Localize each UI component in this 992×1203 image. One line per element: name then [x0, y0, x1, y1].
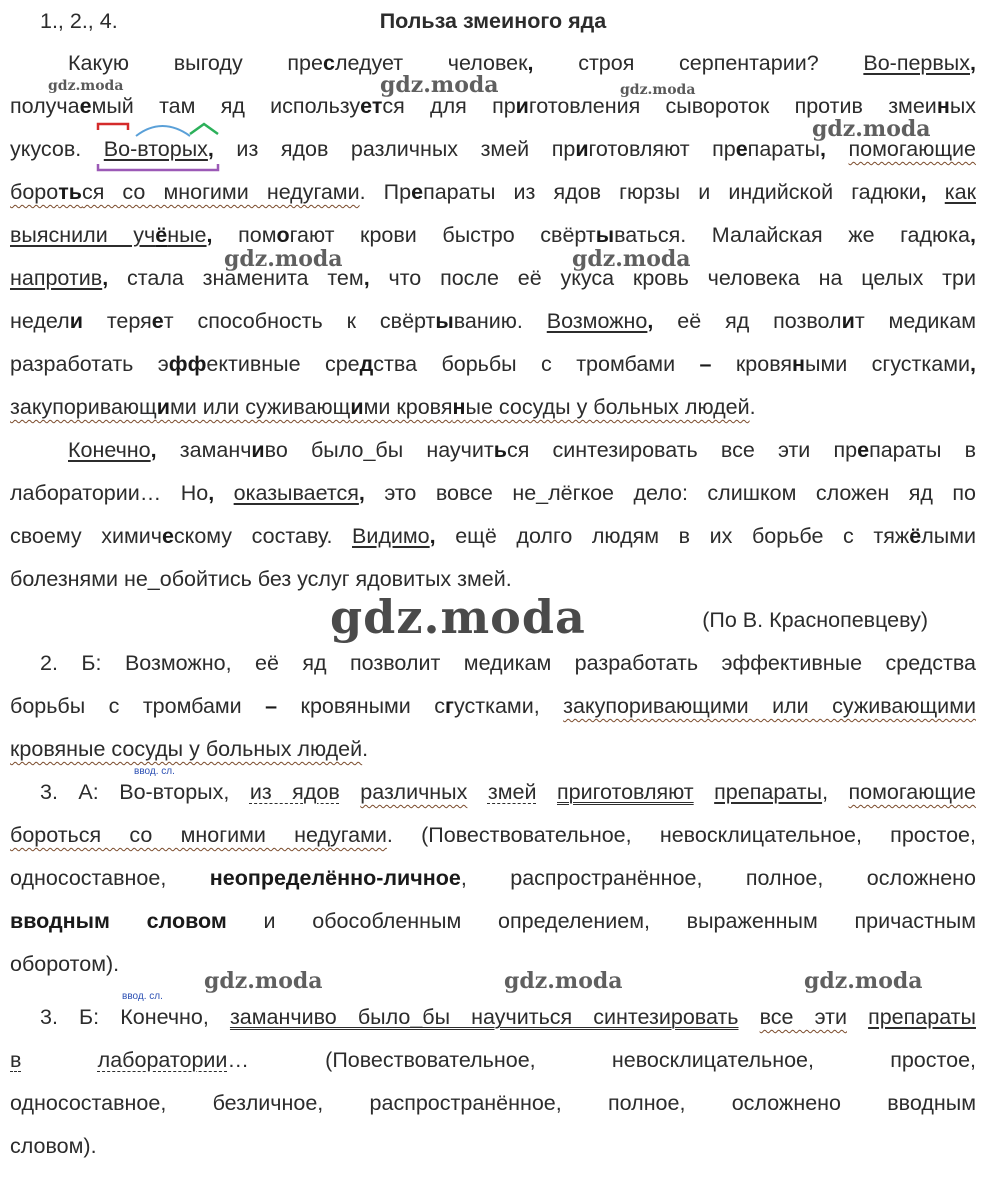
watermark: gdz.moda	[812, 116, 931, 142]
text-run: что после её укуса кровь человека на целых три	[369, 266, 976, 290]
text-run: её яд позвол	[653, 309, 842, 333]
text-run: препараты	[714, 780, 823, 804]
text-run: теря	[82, 309, 152, 333]
text-run	[739, 1005, 760, 1029]
text-run: ё	[155, 223, 168, 247]
text-run: г	[445, 694, 454, 718]
text-run: и	[841, 309, 855, 333]
text-run: н	[936, 94, 950, 118]
text-run: получа	[10, 94, 80, 118]
text-title: Польза змеиного яда	[379, 9, 607, 33]
text-run: и	[575, 137, 589, 161]
text-run: –	[265, 694, 278, 718]
text-run: бороться со многими недугами	[10, 823, 387, 847]
text-run: ,	[363, 266, 370, 290]
text-run: ваться. Малайская же гадюка	[614, 223, 971, 247]
text-line	[10, 1088, 976, 1118]
text-run: закупоривающими или суживающими	[563, 694, 976, 718]
text-run: ,	[820, 137, 826, 161]
text-run: ,	[822, 780, 849, 804]
text-line	[10, 777, 976, 807]
text-line	[10, 435, 976, 465]
text-run: болезнями не_обойтись без услуг ядовитых змей.	[10, 567, 512, 591]
text-run: Видимо	[352, 524, 430, 548]
text-run: разработать э	[10, 352, 169, 376]
text-run: мый там яд использу	[91, 94, 361, 118]
watermark: gdz.moda	[380, 72, 499, 98]
text-run: ,	[920, 180, 927, 204]
text-line	[10, 392, 976, 422]
text-line	[10, 691, 976, 721]
watermark: gdz.moda	[330, 590, 586, 644]
text-run: ыми сгустками	[805, 352, 971, 376]
text-run: параты	[747, 137, 821, 161]
text-run: устками,	[453, 694, 564, 718]
text-run: е	[151, 309, 164, 333]
intro-word-note: ввод. сл.	[134, 766, 175, 777]
text-run: ми кровя	[363, 395, 453, 419]
text-run: закупоривающ	[10, 395, 157, 419]
text-run: кровяные сосуды у больных людей	[10, 737, 363, 761]
text-run: из ядов различных змей пр	[213, 137, 576, 161]
text-line	[10, 863, 976, 893]
text-run: ,	[647, 309, 654, 333]
text-run: гают крови быстро свёрт	[289, 223, 596, 247]
text-line	[10, 478, 976, 508]
watermark: gdz.moda	[224, 246, 343, 272]
text-run: ,	[970, 223, 976, 247]
text-run: ,	[150, 438, 157, 462]
text-run: ,	[970, 352, 976, 376]
text-run: и обособленным определением, выраженным причастным	[226, 909, 976, 933]
text-run: из ядов	[249, 780, 340, 804]
watermark: gdz.moda	[572, 246, 691, 272]
text-run: борьбы с тромбами	[10, 694, 266, 718]
text-run: приготовляют	[557, 780, 694, 804]
text-run: ть	[58, 180, 82, 204]
text-run: словом).	[10, 1134, 97, 1158]
watermark: gdz.moda	[504, 968, 623, 994]
text-run: .	[749, 395, 756, 419]
text-run: и	[515, 94, 529, 118]
text-run: . (Повествовательное, невосклицательное, простое,	[386, 823, 976, 847]
text-line	[10, 349, 976, 379]
text-run: стала знаменита тем	[108, 266, 364, 290]
text-run	[214, 481, 233, 505]
text-run: помогающие	[848, 137, 976, 161]
text-run: ещё долго людям в их борьбе с тяж	[435, 524, 910, 548]
text-run: . Пр	[359, 180, 412, 204]
text-run: ,	[358, 481, 365, 505]
text-run: это вовсе не_лёгкое дело: слишком сложен яд по	[364, 481, 976, 505]
text-run: Какую выгоду пре	[68, 51, 323, 75]
text-run: ванию.	[453, 309, 547, 333]
text-run: как	[944, 180, 976, 204]
text-line	[10, 820, 976, 850]
text-run: ективные сре	[206, 352, 360, 376]
text-run: пом	[212, 223, 277, 247]
text-run: т медикам	[854, 309, 976, 333]
task-numbers: 1., 2., 4.	[40, 9, 118, 33]
text-run	[467, 780, 488, 804]
intro-word-note: ввод. сл.	[122, 991, 163, 1002]
text-run: ледует человек	[334, 51, 528, 75]
watermark: gdz.moda	[204, 968, 323, 994]
text-run: Во-вторых	[103, 137, 208, 161]
text-run: ы	[435, 309, 454, 333]
text-run: препараты	[868, 1005, 976, 1029]
text-run: ых	[949, 94, 977, 118]
text-line	[10, 1002, 976, 1032]
text-run: параты в	[869, 438, 976, 462]
text-run	[340, 780, 361, 804]
text-run: ства борьбы с тромбами	[373, 352, 700, 376]
text-line	[10, 521, 976, 551]
text-run: и	[69, 309, 83, 333]
text-line	[10, 734, 976, 764]
text-run: готовляют пр	[588, 137, 736, 161]
text-run: 2. Б: Возможно, её яд позволит медикам разработать эффективные средства	[40, 651, 976, 675]
text-run: недел	[10, 309, 70, 333]
text-run: и	[156, 395, 170, 419]
text-run: ь	[493, 438, 507, 462]
text-run: ные	[167, 223, 207, 247]
text-run: различных	[360, 780, 468, 804]
text-run: лаборатории	[97, 1048, 228, 1072]
text-run: ,	[206, 223, 213, 247]
text-line	[10, 220, 976, 250]
text-run: н	[452, 395, 466, 419]
text-run: выяснили уч	[10, 223, 156, 247]
text-run: е	[411, 180, 424, 204]
text-run: Во-первых	[863, 51, 970, 75]
text-run: ся для пр	[382, 94, 516, 118]
text-run: оборотом).	[10, 952, 120, 976]
text-run: е	[161, 524, 174, 548]
text-run: 3. А: Во-вторых,	[40, 780, 250, 804]
watermark: gdz.moda	[48, 78, 124, 94]
text-run: ,	[102, 266, 109, 290]
text-run: ,	[207, 137, 214, 161]
text-run: д	[359, 352, 374, 376]
text-run: и	[251, 438, 265, 462]
text-line	[10, 1045, 976, 1075]
text-run: скому составу.	[173, 524, 352, 548]
text-run: во было_бы научит	[264, 438, 494, 462]
morpheme-marks-icon	[10, 0, 976, 200]
text-run: ё	[909, 524, 922, 548]
text-run	[21, 1048, 97, 1072]
text-run: змей	[487, 780, 537, 804]
text-run: заманч	[156, 438, 252, 462]
text-run: ,	[208, 481, 215, 505]
text-run: ,	[527, 51, 534, 75]
text-run: ые сосуды у больных людей	[465, 395, 750, 419]
text-run: с	[322, 51, 335, 75]
watermark: gdz.moda	[804, 968, 923, 994]
text-run: кровя	[711, 352, 793, 376]
text-run: параты из ядов гюрзы и индийской гадюки	[423, 180, 921, 204]
text-run: .	[362, 737, 369, 761]
text-run: … (Повествовательное, невосклицательное, простое,	[227, 1048, 976, 1072]
source-text: (По В. Краснопевцеву)	[702, 608, 928, 632]
text-run: заманчиво было_бы научиться синтезировать	[229, 1005, 739, 1029]
text-line	[10, 263, 976, 293]
text-run: своему химич	[10, 524, 162, 548]
text-run: лыми	[921, 524, 976, 548]
text-run: готовления сывороток против змеи	[528, 94, 937, 118]
text-run: ,	[970, 51, 976, 75]
text-run: , распространённое, полное, осложнено	[460, 866, 977, 890]
text-line	[10, 1131, 976, 1161]
text-run: 3. Б: Конечно,	[40, 1005, 230, 1029]
text-run: е	[735, 137, 748, 161]
text-run: о	[276, 223, 290, 247]
text-run: ся синтезировать все эти пр	[506, 438, 858, 462]
text-run	[537, 780, 558, 804]
text-run: ы	[595, 223, 615, 247]
text-run: вводным словом	[10, 909, 227, 933]
text-run: т способность к свёрт	[163, 309, 436, 333]
text-run: кровяными с	[277, 694, 445, 718]
text-run: помогающие	[848, 780, 976, 804]
text-run: в	[10, 1048, 22, 1072]
text-run	[694, 780, 715, 804]
text-run: оказывается	[233, 481, 359, 505]
text-run: ся со многими недугами	[81, 180, 360, 204]
text-run: односоставное,	[10, 866, 210, 890]
text-line	[10, 906, 976, 936]
text-run: –	[699, 352, 712, 376]
watermark: gdz.moda	[620, 82, 696, 98]
text-run: ет	[360, 94, 383, 118]
text-run: односоставное, безличное, распространённое, полное, осложнено вводным	[10, 1091, 976, 1115]
text-run: боро	[10, 180, 59, 204]
text-run: Возможно	[546, 309, 648, 333]
text-run: строя серпентарии?	[533, 51, 864, 75]
text-run: лаборатории… Но	[10, 481, 209, 505]
text-line	[10, 648, 976, 678]
text-run: укусов.	[10, 137, 104, 161]
text-run: ,	[429, 524, 436, 548]
text-run: н	[792, 352, 806, 376]
text-run: Конечно	[68, 438, 151, 462]
text-line	[10, 306, 976, 336]
text-run: и	[350, 395, 364, 419]
text-run: фф	[168, 352, 207, 376]
text-run: неопределённо-личное	[209, 866, 461, 890]
text-run: ми или суживающ	[169, 395, 351, 419]
text-run: е	[79, 94, 92, 118]
text-run: все эти	[759, 1005, 847, 1029]
text-run	[847, 1005, 868, 1029]
text-run: напротив	[10, 266, 103, 290]
text-run: е	[857, 438, 870, 462]
